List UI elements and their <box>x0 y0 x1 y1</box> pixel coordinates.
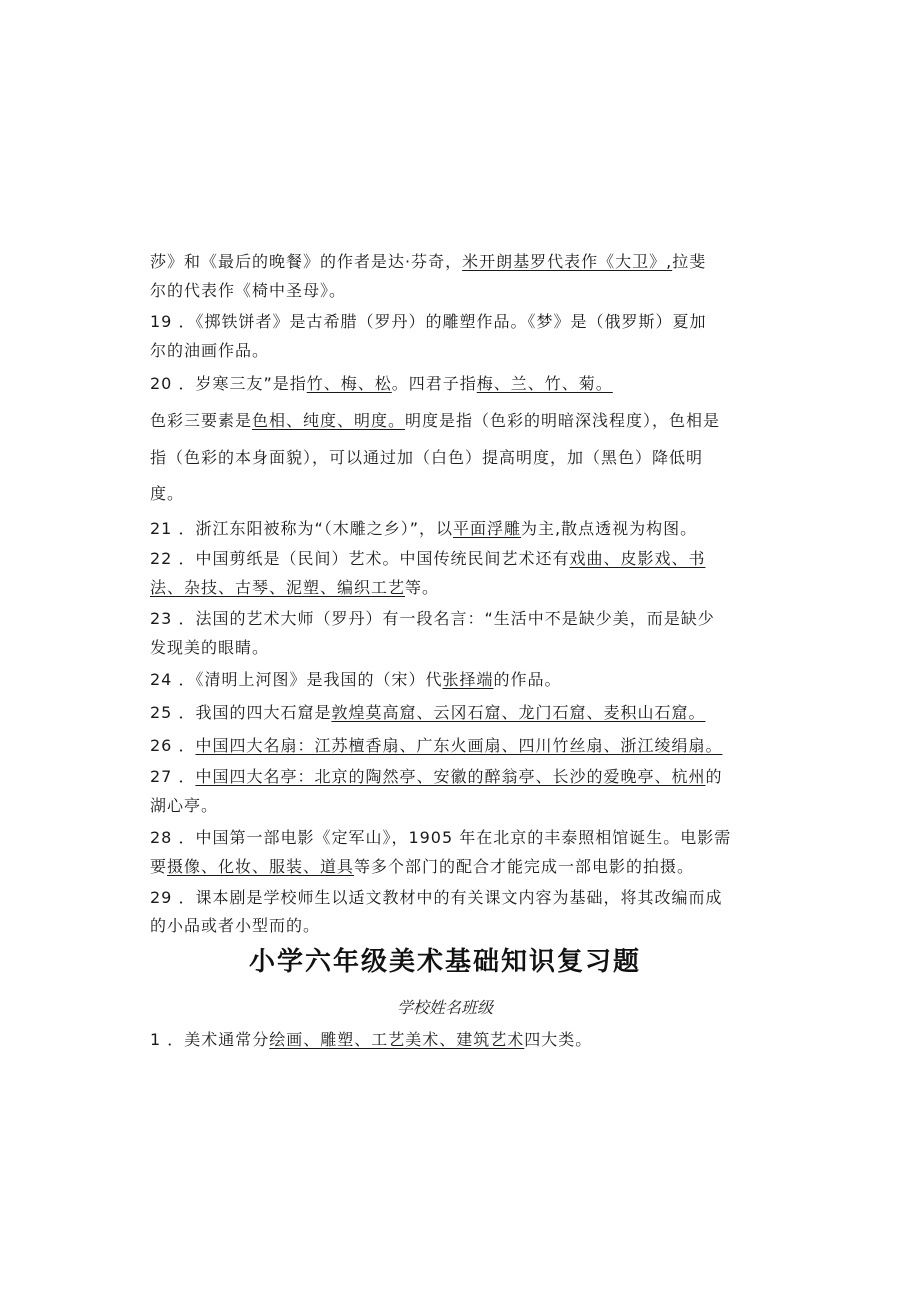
underlined-text: 绘画、雕塑、工艺美术、建筑艺术 <box>269 1030 525 1049</box>
item-28: 28 ．中国第一部电影《定军山》，1905 年在北京的丰泰照相馆诞生。电影需 <box>150 828 732 847</box>
color-elements-end: 度。 <box>150 484 185 503</box>
item-22-cont <box>150 577 439 599</box>
item-1 <box>150 1029 592 1051</box>
underlined-text: 张择端 <box>442 670 494 689</box>
item-25 <box>150 702 705 724</box>
underlined-text: 戏曲、皮影戏、书 <box>569 549 706 568</box>
item-26 <box>150 735 722 757</box>
underlined-text: 梅、兰、竹、菊。 <box>476 374 613 393</box>
text: 25 ．我国的四大石窟是 <box>150 703 332 722</box>
text: 拉斐 <box>672 252 707 271</box>
underlined-text: 中国四大名亭：北京的陶然亭、安徽的醉翁亭、长沙的爱晚亭、杭州 <box>195 767 706 786</box>
text: 的作品。 <box>493 670 562 689</box>
underlined-text: 敦煌莫高窟、云冈石窟、龙门石窟、麦积山石窟。 <box>331 703 706 722</box>
text: 四大类。 <box>524 1030 593 1049</box>
underlined-text: 平面浮雕 <box>453 519 522 538</box>
item-29-cont: 的小品或者小型而的。 <box>150 916 321 935</box>
text: 20 ．岁寒三友”是指 <box>150 374 307 393</box>
text: 等。 <box>405 578 440 597</box>
underlined-text: 色相、纯度、明度。 <box>252 411 406 430</box>
text: 。四君子指 <box>391 374 477 393</box>
line-leonardo <box>150 251 706 273</box>
text: 22 ．中国剪纸是（民间）艺术。中国传统民间艺术还有 <box>150 549 570 568</box>
text: 1 ．美术通常分 <box>150 1030 270 1049</box>
text: 色彩三要素是 <box>150 411 253 430</box>
item-20 <box>150 373 613 395</box>
text: 27 ． <box>150 767 196 786</box>
school-name-class-line: 学校姓名班级 <box>396 998 493 1017</box>
underlined-text: 竹、梅、松 <box>306 374 392 393</box>
page-title: 小学六年级美术基础知识复习题 <box>248 947 641 977</box>
underlined-text: 法、杂技、古琴、泥塑、编织工艺 <box>150 578 406 597</box>
text: 要 <box>150 857 168 876</box>
item-23: 23 ．法国的艺术大师（罗丹）有一段名言：“生活中不是缺少美，而是缺少 <box>150 609 715 628</box>
item-29: 29 ．课本剧是学校师生以适文教材中的有关课文内容为基础，将其改编而成 <box>150 888 723 907</box>
text: 的 <box>705 767 723 786</box>
text: 等多个部门的配合才能完成一部电影的拍摄。 <box>354 857 695 876</box>
item-19-cont: 尔的油画作品。 <box>150 341 270 360</box>
underlined-text: 中国四大名扇：江苏檀香扇、广东火画扇、四川竹丝扇、浙江绫绢扇。 <box>195 736 723 755</box>
text: 24 ．《清明上河图》是我国的（宋）代 <box>150 670 443 689</box>
item-28-cont <box>150 856 694 878</box>
color-elements-line <box>150 410 720 432</box>
text: 莎》和《最后的晚餐》的作者是达·芬奇， <box>150 252 463 271</box>
item-27-cont: 湖心亭。 <box>150 796 219 815</box>
item-22 <box>150 548 705 570</box>
item-23-cont: 发现美的眼睛。 <box>150 638 270 657</box>
text: 明度是指（色彩的明暗深浅程度），色相是 <box>405 411 721 430</box>
item-24 <box>150 669 561 691</box>
text: 21 ．浙江东阳被称为“（木雕之乡）”，以 <box>150 519 454 538</box>
item-27 <box>150 766 722 788</box>
underlined-text: 摄像、化妆、服装、道具 <box>167 857 355 876</box>
text: 为主,散点透视为构图。 <box>521 519 698 538</box>
item-21 <box>150 518 697 540</box>
line-raphael: 尔的代表作《椅中圣母》。 <box>150 281 347 300</box>
underlined-text: 米开朗基罗代表作《大卫》, <box>462 252 673 271</box>
item-19: 19 ．《掷铁饼者》是古希腊（罗丹）的雕塑作品。《梦》是（俄罗斯）夏加 <box>150 312 707 331</box>
text: 26 ． <box>150 736 196 755</box>
color-elements-cont: 指（色彩的本身面貌），可以通过加（白色）提高明度，加（黑色）降低明 <box>150 448 704 467</box>
